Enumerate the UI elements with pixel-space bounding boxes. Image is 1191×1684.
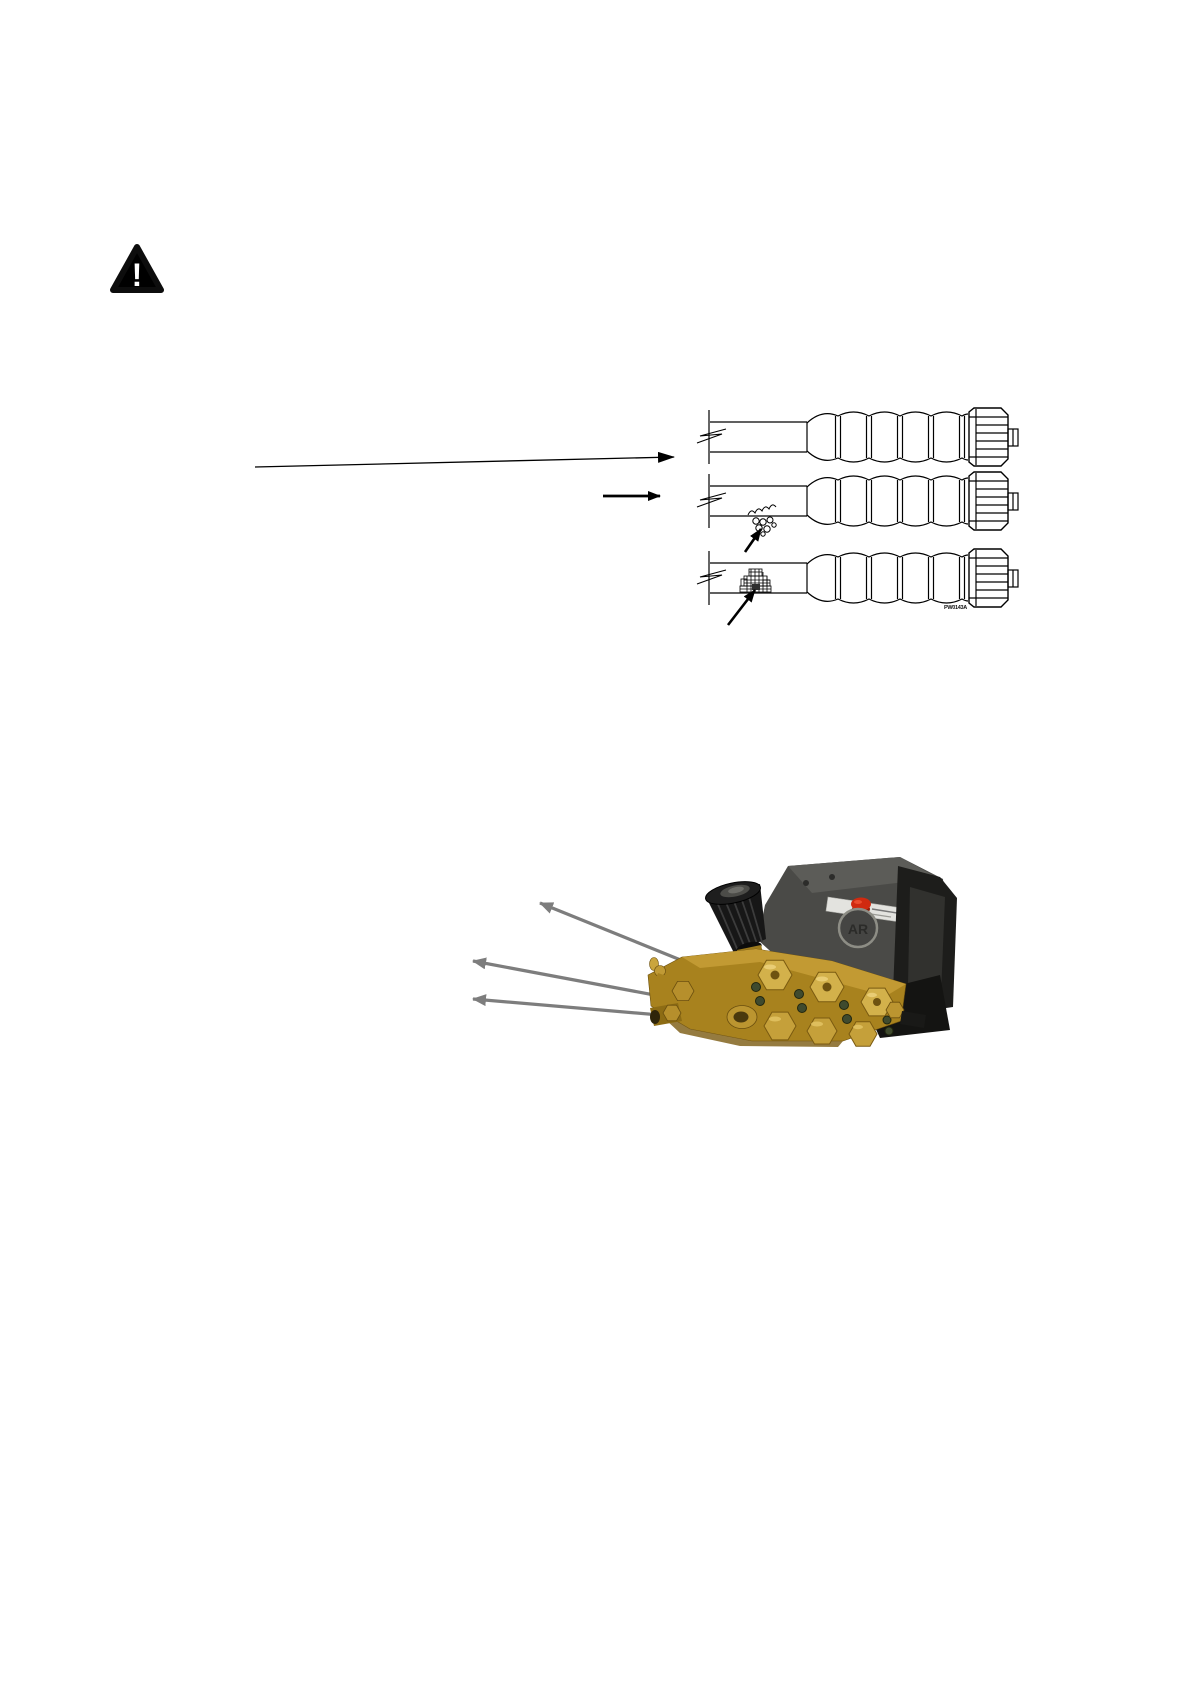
callout-arrow-fitting-detail (728, 590, 755, 625)
spray-detail (748, 505, 776, 536)
crankcase-screw (829, 874, 835, 880)
callout-arrow-spray-detail (745, 529, 761, 552)
figure-code: PW0143A (944, 605, 967, 611)
pump-figure (440, 815, 985, 1065)
cap-recess (873, 998, 881, 1006)
hex-nut (663, 1005, 681, 1021)
oil-cap-highlight (854, 900, 862, 904)
crankcase-screw (803, 880, 809, 886)
lance-drawing-top (697, 408, 1018, 466)
cap-glint (769, 1017, 781, 1022)
cap-recess (823, 983, 832, 992)
fitting-detail (740, 569, 771, 592)
cap-glint (816, 977, 828, 982)
cap-recess (771, 971, 780, 980)
warning-triangle-icon (110, 243, 166, 297)
hex-nut (886, 1002, 904, 1018)
cap-glint (811, 1022, 823, 1027)
lance-drawing-bottom (697, 549, 1018, 607)
ar-logo-text: AR (847, 921, 869, 937)
side-port-bore (650, 1010, 660, 1024)
inlet-bore (734, 1012, 749, 1023)
callout-arrow-lance-top (255, 457, 674, 467)
lance-figure (200, 380, 1060, 655)
cap-glint (764, 965, 776, 970)
lance-drawing-middle (697, 472, 1018, 530)
cap-glint (853, 1025, 863, 1029)
exclamation-mark: ! (131, 257, 143, 293)
callout-arrow-pump-knob (540, 903, 693, 965)
cap-glint (867, 993, 877, 997)
